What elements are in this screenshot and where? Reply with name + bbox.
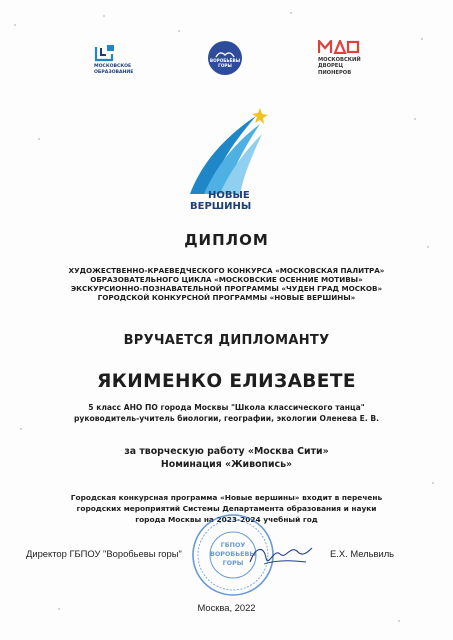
paper-speck: [20, 428, 22, 430]
program-line-3: ЭКСКУРСИОННО-ПОЗНАВАТЕЛЬНОЙ ПРОГРАММЫ «ЧУДЕН ГРАД МОСКОВ»: [70, 284, 383, 293]
emblem-line-1: НОВЫЕ: [208, 190, 250, 201]
signer-title: Директор ГБПОУ "Воробьевы горы": [26, 548, 182, 559]
emblem-line-2: ВЕРШИНЫ: [190, 201, 252, 212]
stamp-line-1: ГБПОУ: [220, 541, 246, 549]
program-line-2: ОБРАЗОВАТЕЛЬНОГО ЦИКЛА «МОСКОВСКИЕ ОСЕННИЕ МОТИВЫ»: [90, 275, 363, 284]
paper-speck: [290, 12, 292, 14]
comet-swoosh-icon: [182, 102, 282, 202]
vorobyovy-gory-logo: [208, 41, 242, 75]
paper-speck: [38, 138, 40, 140]
paper-speck: [398, 620, 400, 622]
mdp-mark-icon: [318, 40, 360, 54]
director-signature: [246, 540, 316, 570]
diploma-title: ДИПЛОМ: [184, 231, 269, 249]
program-lines: [0, 266, 453, 302]
paper-speck: [432, 482, 434, 484]
nomination: Номинация «Живопись»: [160, 459, 293, 470]
school-line: 5 класс АНО ПО города Москвы "Школа классического танца": [88, 403, 365, 412]
vorobyovy-logo-line-1: ВОРОБЬЁВЫ: [209, 58, 241, 63]
work-details: [0, 445, 453, 471]
paper-speck: [178, 30, 180, 32]
work-title: за творческую работу «Москва Сити»: [124, 446, 329, 457]
palace-logo-line-2: ДВОРЕЦ: [318, 63, 344, 70]
paper-speck: [421, 38, 423, 40]
moscow-education-line-1: МОСКОВСКОЕ: [94, 64, 132, 69]
recipient-name: ЯКИМЕНКО ЕЛИЗАВЕТЕ: [97, 371, 356, 392]
stamp-line-3: ГОРЫ: [222, 559, 244, 567]
palace-of-pioneers-logo: [318, 40, 378, 82]
info-line-2: городских мероприятий Системы Департамента образования и науки: [76, 504, 377, 513]
recipient-details: [0, 402, 453, 424]
palace-logo-line-1: МОСКОВСКИЙ: [318, 57, 361, 63]
info-line-3: города Москвы на 2023-2024 учебный год: [135, 515, 318, 524]
education-emblem-icon: [92, 44, 116, 64]
info-line-1: Городская конкурсная программа «Новые вершины» входит в перечень: [70, 493, 383, 502]
novye-vershiny-emblem: [182, 102, 282, 220]
signer-name: Е.Х. Мельвиль: [330, 548, 395, 559]
paper-speck: [103, 15, 105, 17]
program-line-1: ХУДОЖЕСТВЕННО-КРАЕВЕДЧЕСКОГО КОНКУРСА «МОСКОВСКАЯ ПАЛИТРА»: [68, 266, 385, 275]
vorobyovy-logo-line-2: ГОРЫ: [218, 63, 232, 68]
paper-speck: [414, 118, 416, 120]
moscow-education-logo: [92, 44, 152, 76]
stamp-line-2: ВОРОБЬЕВЫ: [209, 550, 257, 558]
program-line-4: ГОРОДСКОЙ КОНКУРСНОЙ ПРОГРАММЫ «НОВЫЕ ВЕРШИНЫ»: [97, 293, 356, 302]
place-year: Москва, 2022: [197, 602, 256, 613]
palace-logo-line-3: ПИОНЕРОВ: [318, 69, 352, 76]
moscow-education-line-2: ОБРАЗОВАНИЕ: [94, 69, 134, 75]
paper-speck: [14, 24, 16, 26]
teacher-line: руководитель-учитель биологии, географии, экологии Оленева Е. В.: [73, 414, 380, 423]
awarded-heading: ВРУЧАЕТСЯ ДИПЛОМАНТУ: [123, 333, 330, 348]
